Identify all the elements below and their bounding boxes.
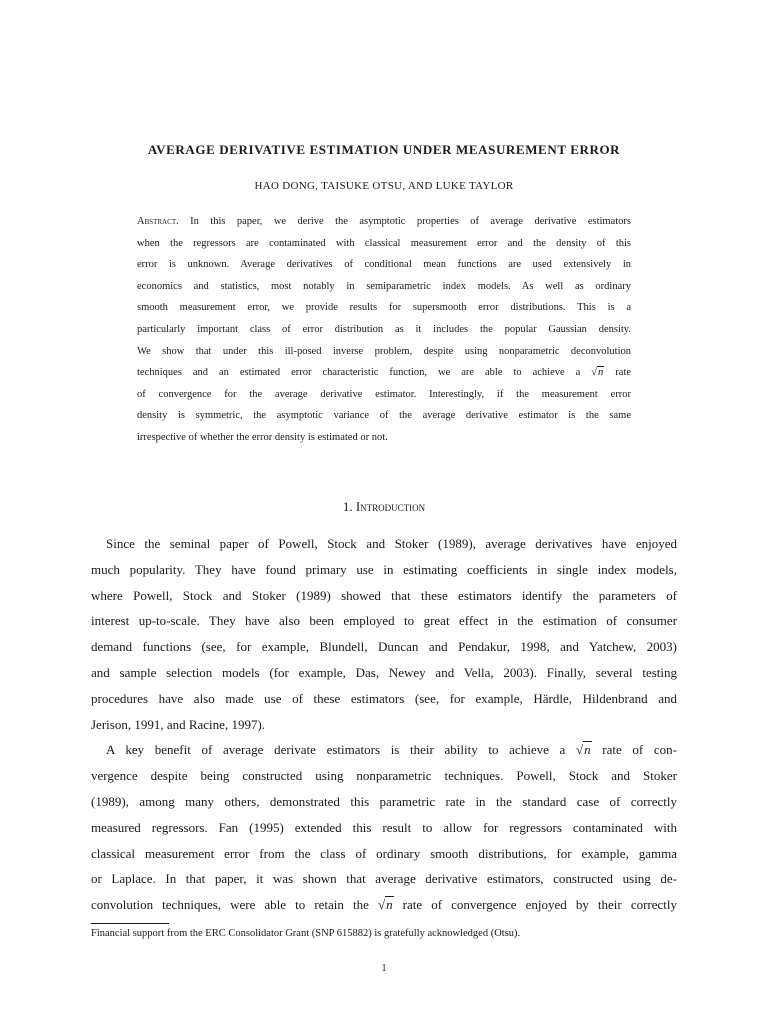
abstract (137, 211, 631, 449)
sqrt-n-math: √n (591, 367, 604, 379)
abstract-line: We show that under this ill-posed inverse problem, despite using nonparametric deconvolution (137, 345, 631, 357)
body-line: and sample selection models (for example, Das, Newey and Vella, 2003). Finally, several testing (91, 664, 677, 680)
body-line: measured regressors. Fan (1995) extended this result to allow for regressors contaminated with (91, 819, 677, 835)
paper-title: AVERAGE DERIVATIVE ESTIMATION UNDER MEASUREMENT ERROR (147, 142, 621, 157)
sqrt-n-math: √n (377, 897, 393, 913)
abstract-label: Abstract. (137, 216, 179, 227)
abstract-line: particularly important class of error distribution as it includes the popular Gaussian density. (137, 323, 631, 335)
body-line: convolution techniques, were able to retain the √n rate of convergence enjoyed by their correctly (91, 892, 677, 918)
section-title: Introduction (355, 499, 426, 514)
body-line: A key benefit of average derivate estimators is their ability to achieve a √n rate of con- (91, 737, 677, 763)
body-line: vergence despite being constructed using nonparametric techniques. Powell, Stock and Stoker (91, 768, 677, 784)
section-heading (0, 499, 768, 515)
page-number: 1 (381, 963, 387, 974)
footnote: Financial support from the ERC Consolidator Grant (SNP 615882) is gratefully acknowledged (Otsu). (91, 928, 521, 939)
body-line: demand functions (see, for example, Blundell, Duncan and Pendakur, 1998, and Yatchew, 2003) (91, 639, 677, 655)
body-line: where Powell, Stock and Stoker (1989) showed that these estimators identify the parameters of (91, 587, 677, 603)
body-text (91, 531, 677, 918)
body-line: interest up-to-scale. They have also been employed to great effect in the estimation of consumer (91, 613, 677, 629)
footnote-rule (91, 923, 169, 924)
abstract-line: Abstract. In this paper, we derive the asymptotic properties of average derivative estimators (137, 216, 632, 227)
abstract-line: density is symmetric, the asymptotic variance of the average derivative estimator is the same (137, 410, 631, 422)
abstract-line: when the regressors are contaminated with classical measurement error and the density of this (137, 237, 631, 249)
abstract-line: of convergence for the average derivative estimator. Interestingly, if the measurement error (137, 388, 631, 400)
body-line: Since the seminal paper of Powell, Stock and Stoker (1989), average derivatives have enjoyed (106, 536, 677, 551)
abstract-line: error is unknown. Average derivatives of conditional mean functions are used extensively in (137, 259, 631, 271)
body-line: (1989), among many others, demonstrated this parametric rate in the standard case of correctly (91, 793, 677, 809)
body-line: or Laplace. In that paper, it was shown that average derivative estimators, constructed using de- (91, 871, 677, 887)
body-line: classical measurement error from the class of ordinary smooth distributions, for example, gamma (91, 845, 677, 861)
paper-authors: HAO DONG, TAISUKE OTSU, AND LUKE TAYLOR (254, 180, 514, 192)
body-line: procedures have also made use of these estimators (see, for example, Härdle, Hildenbrand and (91, 690, 677, 706)
abstract-line: techniques and an estimated error characteristic function, we are able to achieve a √n rate (137, 362, 631, 384)
section-number: 1. (342, 499, 353, 514)
body-line: Jerison, 1991, and Racine, 1997). (91, 716, 266, 732)
sqrt-n-math: √n (575, 742, 591, 758)
body-line: much popularity. They have found primary use in estimating coefficients in single index models, (91, 561, 677, 577)
abstract-line: economics and statistics, most notably in semiparametric index models. As well as ordinary (137, 280, 631, 292)
abstract-line: irrespective of whether the error density is estimated or not. (137, 431, 388, 443)
abstract-line: smooth measurement error, we provide results for supersmooth error distributions. This is a (137, 302, 631, 314)
